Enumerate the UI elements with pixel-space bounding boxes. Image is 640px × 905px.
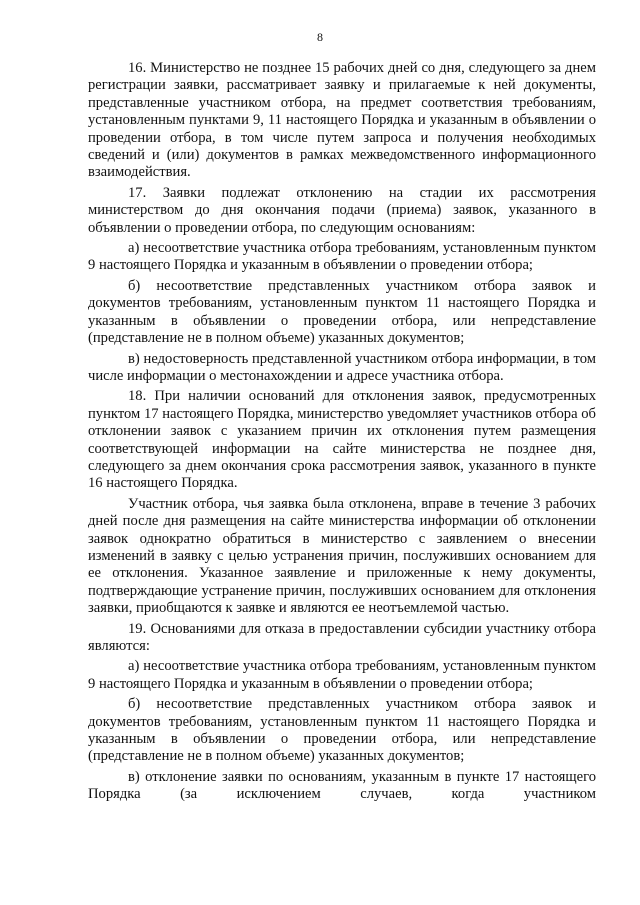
page-number: 8 [317, 30, 323, 44]
paragraph-17-v: в) недостоверность представленной участником отбора информации, в том числе информации о местонахождении и адресе участника отбора. [88, 350, 596, 384]
document-body [88, 60, 596, 804]
paragraph-18: 18. При наличии оснований для отклонения заявок, предусмотренных пунктом 17 настоящего Порядка, министерство уведомляет участников отбора об отклонении заявок с указанием причин их отклонения путем размещения соответствующей информации на сайте министерства не позднее дня, следующего за днем окончания срока рассмотрения заявок, указанного в пункте 16 настоящего Порядка. [88, 388, 596, 492]
paragraph-17-b: б) несоответствие представленных участником отбора заявок и документов требованиям, установленным пунктом 11 настоящего Порядка и указанным в объявлении о проведении отбора, или непредставление (представление не в полном объеме) указанных документов; [88, 277, 596, 347]
paragraph-17-a: а) несоответствие участника отбора требованиям, установленным пунктом 9 настоящего Порядка и указанным в объявлении о проведении отбора; [88, 240, 596, 274]
paragraph-19-b: б) несоответствие представленных участником отбора заявок и документов требованиям, установленным пунктом 11 настоящего Порядка и указанным в объявлении о проведении отбора, или непредставление (представление не в полном объеме) указанных документов; [88, 696, 596, 765]
paragraph-17: 17. Заявки подлежат отклонению на стадии их рассмотрения министерством до дня окончания подачи (приема) заявок, указанного в объявлении о проведении отбора, по следующим основаниям: [88, 184, 596, 236]
paragraph-16: 16. Министерство не позднее 15 рабочих дней со дня, следующего за днем регистрации заявки, рассматривает заявку и прилагаемые к ней документы, представленные участником отбора, на предмет соответствия требованиям, установленным пунктами 9, 11 настоящего Порядка и указанным в объявлении о проведении отбора, в том числе путем запроса и получения необходимых сведений и (или) документов в рамках межведомственного информационного взаимодействия. [88, 60, 596, 181]
paragraph-19: 19. Основаниями для отказа в предоставлении субсидии участнику отбора являются: [88, 620, 596, 654]
paragraph-18-appeal: Участник отбора, чья заявка была отклонена, вправе в течение 3 рабочих дней после дня размещения на сайте министерства информации об отклонении заявок однократно обратиться в министерство с заявлением о внесении изменений в заявку с целью устранения причин, послуживших основанием для ее отклонения. Указанное заявление и приложенные к нему документы, подтверждающие устранение причин, послуживших основанием для отклонения заявки, приобщаются к заявке и являются ее неотъемлемой частью. [88, 495, 596, 617]
paragraph-19-v: в) отклонение заявки по основаниям, указанным в пункте 17 настоящего Порядка (за исключением случаев, когда участником [88, 768, 596, 803]
paragraph-19-a: а) несоответствие участника отбора требованиям, установленным пунктом 9 настоящего Порядка и указанным в объявлении о проведении отбора; [88, 658, 596, 692]
